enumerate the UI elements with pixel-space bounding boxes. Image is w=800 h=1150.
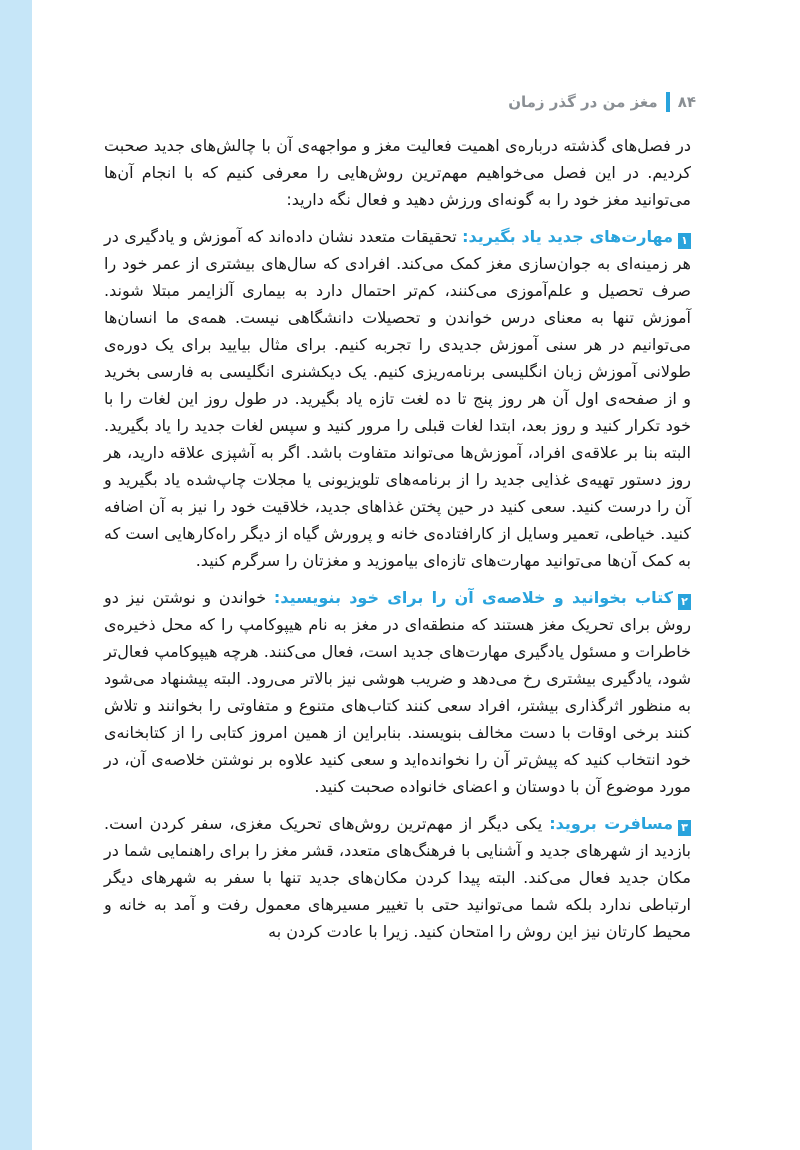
- section-number-badge: ۱: [678, 233, 691, 249]
- section-3: [104, 810, 691, 945]
- section-body: خواندن و نوشتن نیز دو روش برای تحریک مغز هستند که منطقه‌ای در مغز به نام هیپوکامپ را که محل ذخیره‌ی خاطرات و مسئول یادگیری مهارت‌های جدید است، فعال می‌کنند. هرچه هیپوکامپ فعال‌تر شود، یادگیری بیشتری رخ می‌دهد و ضریب هوشی نیز بالاتر می‌رود. البته پیشنهاد می‌شود به منظور اثرگذاری بیشتر، افراد سعی کنند کتاب‌های متنوع و متفاوتی را بخوانند و تلاش کنند برخی اوقات با دست مخالف بنویسند. بنابراین از همین امروز کتابی را از کتابخانه‌ی خود انتخاب کنید که پیش‌تر آن را نخوانده‌اید و سعی کنید علاوه بر نوشتن خلاصه‌ی آن، در مورد موضوع آن با دوستان و اعضای خانواده صحبت کنید.: [104, 588, 691, 796]
- side-color-strip: [0, 0, 32, 1150]
- page-content: [104, 132, 691, 955]
- section-2: [104, 584, 691, 800]
- header-separator: [666, 92, 670, 112]
- section-heading: مسافرت بروید:: [549, 814, 674, 833]
- section-1: [104, 223, 691, 574]
- section-heading: مهارت‌های جدید یاد بگیرید:: [462, 227, 673, 246]
- section-body: تحقیقات متعدد نشان داده‌اند که آموزش و یادگیری در هر زمینه‌ای به جوان‌سازی مغز کمک می‌کند. افرادی که سال‌های بیشتری از عمر خود را صرف تحصیل و علم‌آموزی می‌کنند، کم‌تر احتمال دارد به بیماری آلزایمر مبتلا شوند. آموزش تنها به معنای درس خواندن و تحصیلات دانشگاهی نیست. همه‌ی ما انسان‌ها می‌توانیم در هر سنی آموزش جدیدی را تجربه کنیم. برای مثال بیایید برای یک دوره‌ی طولانی آموزش زبان انگلیسی برنامه‌ریزی کنیم. یک دیکشنری انگلیسی به فارسی بخرید و از صفحه‌ی اول آن هر روز پنج تا ده لغت تازه یاد بگیرید. در طول روز این لغات را با خود تکرار کنید و روز بعد، ابتدا لغات قبلی را مرور کنید و سپس لغات جدید را یاد بگیرید. البته بنا بر علاقه‌ی افراد، آموزش‌ها می‌تواند متفاوت باشد. اگر به آشپزی علاقه دارید، هر روز دستور تهیه‌ی غذایی جدید را از برنامه‌های تلویزیونی یا مجلات چاپ‌شده یاد بگیرید و آن را درست کنید. سعی کنید در حین پختن غذاهای جدید، خلاقیت خود را نیز به آن اضافه کنید. خیاطی، تعمیر وسایل از کارافتاده‌ی خانه و پرورش گیاه از دیگر راه‌کارهایی است که به کمک آن‌ها می‌توانید مهارت‌های تازه‌ای بیاموزید و مغزتان را سرگرم کنید.: [104, 227, 691, 570]
- section-heading: کتاب بخوانید و خلاصه‌ی آن را برای خود بنویسید:: [273, 588, 673, 607]
- section-number-badge: ۳: [678, 820, 691, 836]
- page-number: ۸۴: [677, 93, 696, 111]
- running-header: [508, 92, 696, 112]
- section-body: یکی دیگر از مهم‌ترین روش‌های تحریک مغزی، سفر کردن است. بازدید از شهرهای جدید و آشنایی با فرهنگ‌های متعدد، قشر مغز را برای راهنمایی شما در مکان جدید فعال می‌کند. البته پیدا کردن مکان‌های جدید تنها با سفر به شهرهای دیگر ارتباطی ندارد بلکه شما می‌توانید حتی با تغییر مسیرهای معمول رفت و آمد به خانه و محیط کارتان نیز این روش را امتحان کنید. زیرا با عادت کردن به: [104, 814, 691, 941]
- section-number-badge: ۲: [678, 594, 691, 610]
- book-title: مغز من در گذر زمان: [508, 93, 658, 111]
- intro-paragraph: در فصل‌های گذشته درباره‌ی اهمیت فعالیت مغز و مواجهه‌ی آن با چالش‌های جدید صحبت کردیم. در این فصل می‌خواهیم مهم‌ترین روش‌هایی را معرفی کنیم که با انجام آن‌ها می‌توانید مغز خود را به گونه‌ای ورزش دهید و فعال نگه دارید:: [104, 136, 691, 209]
